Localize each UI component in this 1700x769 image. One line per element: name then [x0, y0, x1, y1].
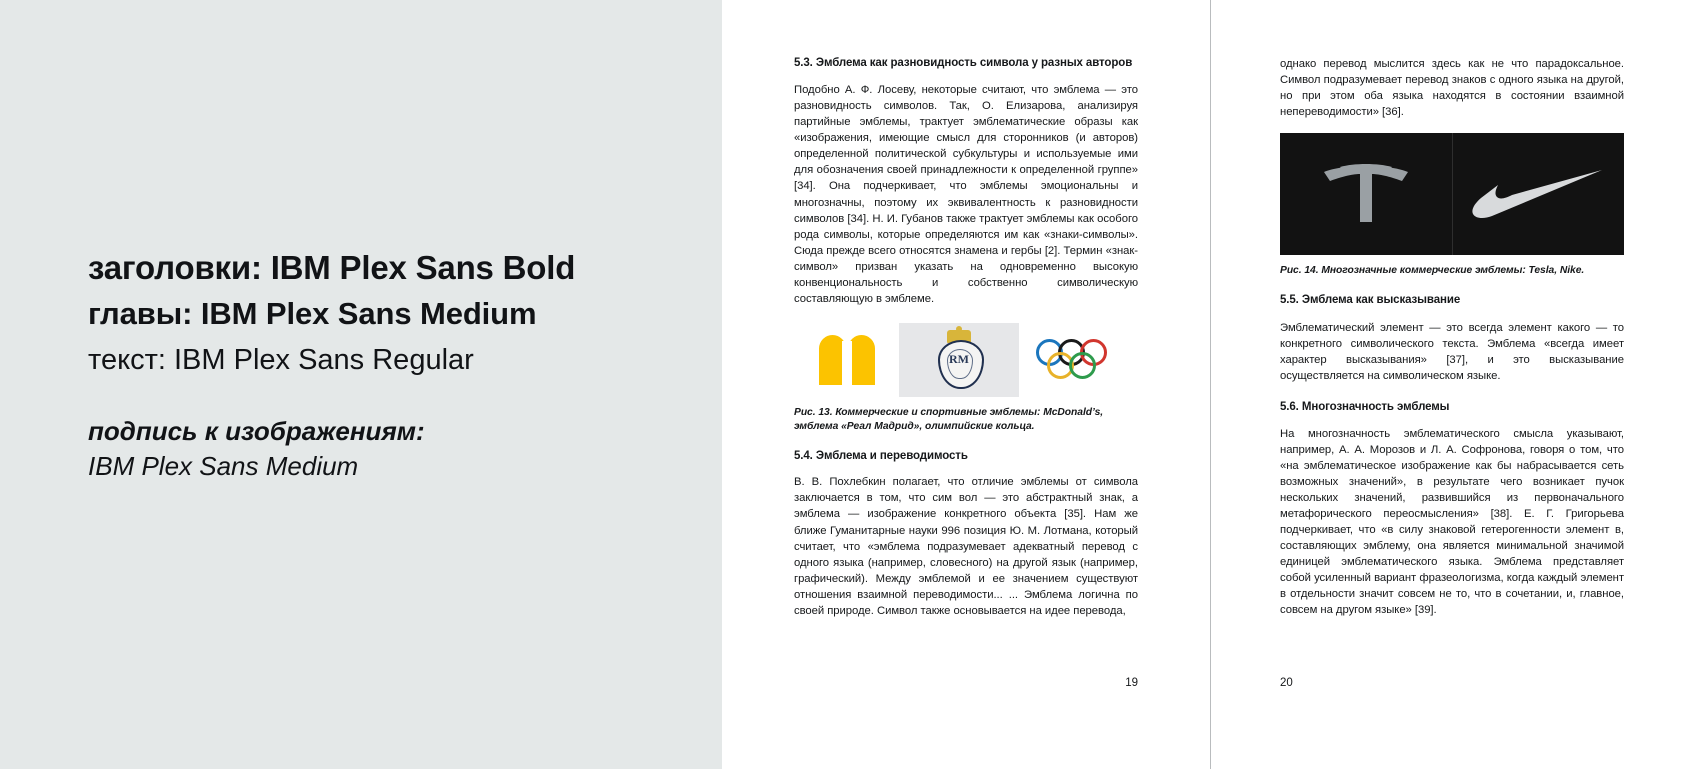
spec-value-caption: IBM Plex Sans Medium [88, 450, 359, 481]
nike-swoosh-logo [1452, 133, 1624, 255]
spec-line-chapters [88, 295, 688, 334]
type-spec-panel [0, 0, 722, 769]
heading-5-5: 5.5. Эмблема как высказывание [1280, 294, 1461, 307]
real-madrid-crest [899, 323, 1019, 397]
figure-14-images [1280, 133, 1624, 255]
page-number-right: 20 [1280, 677, 1293, 689]
heading-5-3: 5.3. Эмблема как разновидность символа у разных авторов [794, 57, 1133, 69]
figure-13-caption: Рис. 13. Коммерческие и спортивные эмблемы: McDonald’s, эмблема «Реал Мадрид», олимпийские кольца. [794, 406, 1104, 432]
heading-5-6: 5.6. Многозначность эмблемы [1280, 400, 1450, 413]
figure-14-caption: Рис. 14. Многозначные коммерческие эмблемы: Tesla, Nike. [1280, 265, 1585, 277]
spec-value-chapters: IBM Plex Sans Medium [200, 296, 537, 332]
spec-label-caption: подпись к изображениям: [88, 416, 425, 447]
page-number-left: 19 [1125, 677, 1138, 689]
tesla-logo-icon [1318, 162, 1414, 226]
figure-13-images [794, 323, 1138, 397]
crest-monogram: RM [949, 351, 969, 366]
spec-line-text [88, 342, 688, 378]
paragraph-5-3: Подобно А. Ф. Лосеву, некоторые считают, что эмблема — это разновидность символов. Так, О. Елизарова, анализируя партийные эмблемы, трактует эмблематические образы как «изображения, имеющие смысл для сторонников (и авторов) определенной политической субкультуры и используемые ими для обозначения своей принадлежности к определенной группе» [34]. Она подчеркивает, что эмблемы эмоциональны и многозначны, поэтому их эквивалентность к разновидности символов [34]. Н. И. Губанов также трактует эмблемы как особого рода символы, которые определяются им как «знаки-символы». Сюда прежде всего относятся знамена и гербы [2]. Термин «знак-символ» призван указать на одновременно высокую конвенциональность и собственно символическую составляющую в эмблеме. [794, 84, 1138, 305]
book-spread [722, 0, 1700, 769]
spec-line-headings [88, 248, 688, 288]
book-page-left [722, 0, 1210, 769]
olympic-rings-icon [1036, 339, 1122, 381]
spec-value-headings: IBM Plex Sans Bold [270, 249, 576, 286]
left-page-text-column [794, 56, 1138, 632]
mcdonalds-arches-icon [818, 335, 876, 385]
paragraph-5-6: На многозначность эмблематического смысла указывают, например, А. А. Морозов и Л. А. Софронова, говоря о том, что «на эмблематическое изображение как бы набрасывается сеть возможных значений», в результате чего возникает пучок нескольких значений, развившийся из первоначального метафорического переосмысления» [38]. Е. Г. Григорьева подчеркивает, что «в силу знаковой гетерогенности элемент в, составляющих эмблему, она является минимальной значимой единицей эмблематического языка. Эмблема представляет собой усиленный вариант фразеологизма, когда каждый элемент в отдельности значит совсем не то, что в сочетании, и, главное, совсем на другом языке» [39]. [1280, 428, 1624, 617]
right-page-text-column [1280, 56, 1624, 631]
tesla-logo [1280, 133, 1452, 255]
olympic-rings [1019, 323, 1138, 397]
paragraph-5-4: В. В. Похлебкин полагает, что отличие эмблемы от символа заключается в том, что сим вол — это абстрактный знак, а эмблема — изображение конкретного объекта [35]. Нам же ближе Гуманитарные науки 996 позиция Ю. М. Лотмана, который считает, что «эмблема подразумевает адекватный перевод с одного языка (например, словесного) на другой язык (например, графический). Между эмблемой и ее значением существуют отношения взаимной переводимости... ... Эмблема логична по своей природе. Символ также основывается на идее перевода, [794, 476, 1138, 617]
paragraph-5-5: Эмблематический элемент — это всегда элемент какого — то конкретного символического текста. Эмблема «всегда имеет характер высказывания» [37], и это высказывание осуществляется на символическом языке. [1280, 321, 1624, 382]
spec-label-headings: заголовки: [88, 249, 271, 286]
book-page-right [1211, 0, 1700, 769]
spec-label-text: текст: [88, 344, 174, 376]
mcdonalds-logo [794, 323, 899, 397]
real-madrid-crest-icon [935, 330, 983, 390]
spec-line-caption [88, 414, 688, 483]
heading-5-4: 5.4. Эмблема и переводимость [794, 450, 968, 463]
nike-swoosh-icon [1472, 168, 1604, 220]
spec-value-text: IBM Plex Sans Regular [174, 344, 474, 376]
spec-label-chapters: главы: [88, 296, 201, 332]
type-spec-list [88, 248, 688, 483]
paragraph-continuation: однако перевод мыслится здесь как не что парадоксальное. Символ подразумевает перевод знаков с одного языка на другой, но при этом оба языка находятся в состоянии взаимной непереводимости» [36]. [1280, 58, 1624, 119]
